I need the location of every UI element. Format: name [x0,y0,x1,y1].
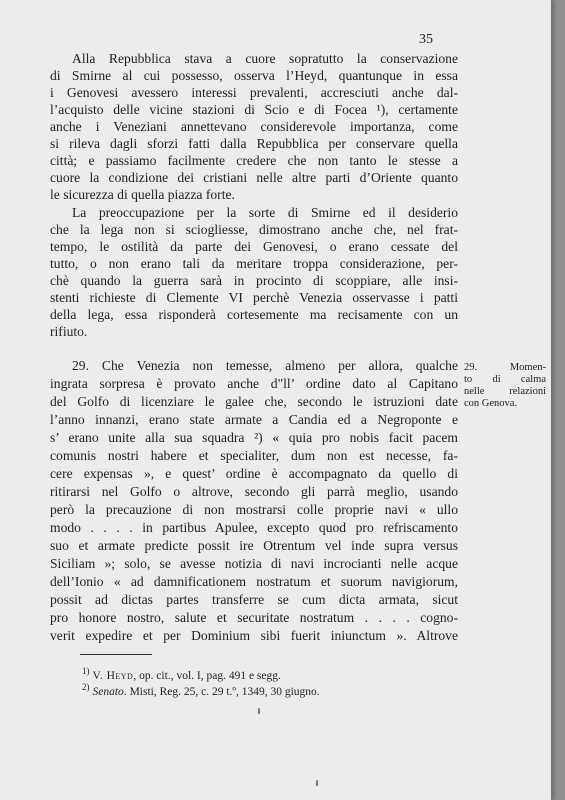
footnote-mark: 1) [82,666,90,676]
text-line: pro honore nostro, salute et securitate nostratum . . . . cogno- [50,610,458,625]
text-line: modo . . . . in partibus Apulee, excepto quod pro refriscamento [50,520,458,535]
footnote-author: V. Heyd [92,669,134,682]
margin-note-line: nelle relazioni [464,386,546,397]
text-line: i Genovesi avessero interessi prevalenti, accresciuti anche dal- [50,85,458,100]
text-line: di Smirne al cui possesso, osserva l’Heyd, quantunque in essa [50,68,458,83]
text-line: cuore la condizione dei cristiani nelle altre parti d’Oriente quanto [50,170,458,185]
margin-note-line: 29. Momen- [464,362,546,373]
text-line: cere expensas », e quest’ ordine è accompagnato da quello di [50,466,458,481]
scan-mark [316,780,318,786]
margin-note-line: to di calma [464,374,546,385]
text-line: l’anno innanzi, erano state armate a Candia ed a Negroponte e [50,412,458,427]
text-line: ingrata sorpresa è provato anche d"ll’ ordine dato al Capitano [50,376,458,391]
text-line: però la precauzione di non mostrarsi colle proprie navi « ullo [50,502,458,517]
text-line: La preoccupazione per la sorte di Smirne ed il desiderio [72,205,458,220]
text-line: l’acquisto delle vicine stazioni di Scio e di Focea ¹), certamente [50,102,458,117]
text-line: Siciliam »; solo, se avesse notizia di navi incrocianti nelle acque [50,556,458,571]
text-line: possit ad dictas partes transferre se cum dicta armata, sicut [50,592,458,607]
text-line: del Golfo di licenziare le galee che, secondo le istruzioni date [50,394,458,409]
text-line: che la lega non si sciogliesse, dimostrano anche che, nel frat- [50,222,458,237]
text-line: dell’Ionio « ad damnificationem nostratum et suorum navigiorum, [50,574,458,589]
text-line: stenti richieste di Clemente VI perchè Venezia osservasse i patti [50,290,458,305]
footnote-divider [80,654,152,655]
footnote-text: , op. cit., vol. I, pag. 491 e segg. [133,669,281,682]
text-line: anche i Veneziani annettevano considerevole importanza, come [50,119,458,134]
text-line: si rileva dagli sforzi fatti dalla Repubblica per conservare quella [50,136,458,151]
text-line: chè quando la guerra sarà in procinto di scoppiare, alle insi- [50,273,458,288]
footnote-mark: 2) [82,682,90,692]
text-line: suo et armate predicte possit ire Otrentum vel inde supra versus [50,538,458,553]
text-line: città; e passiamo facilmente credere che non tanto le stesse a [50,153,458,168]
text-line: tempo, le ostilità da parte dei Genovesi, o erano cessate del [50,239,458,254]
footnote-2 [82,680,320,699]
text-line: rifiuto. [50,324,88,339]
footnote-text: . Misti, Reg. 25, c. 29 t.º, 1349, 30 giugno. [123,685,320,698]
text-line: s’ erano unite alla sua squadra ²) « quia pro nobis facit pacem [50,430,458,445]
text-line: comunis nostri habere et specialiter, dum non est necesse, fa- [50,448,458,463]
scan-mark [258,708,260,714]
text-line: verit expedire et per Dominium sibi fuerit iniunctum ». Altrove [50,628,458,643]
text-line: le sicurezza di quella piazza forte. [50,187,235,202]
text-line: tutto, o non erano tali da meritare troppa considerazione, per- [50,256,458,271]
text-line: della lega, essa risponderà cortesemente ma recisamente con un [50,307,458,322]
text-line: 29. Che Venezia non temesse, almeno per allora, qualche [72,358,458,373]
margin-note-line: con Genova. [464,398,518,409]
text-line: Alla Repubblica stava a cuore sopratutto la conservazione [72,51,458,66]
page-number: 35 [419,32,433,47]
text-line: ritirarsi nel Golfo o altrove, secondo gli parrà meglio, usando [50,484,458,499]
footnote-source: Senato [92,685,124,698]
